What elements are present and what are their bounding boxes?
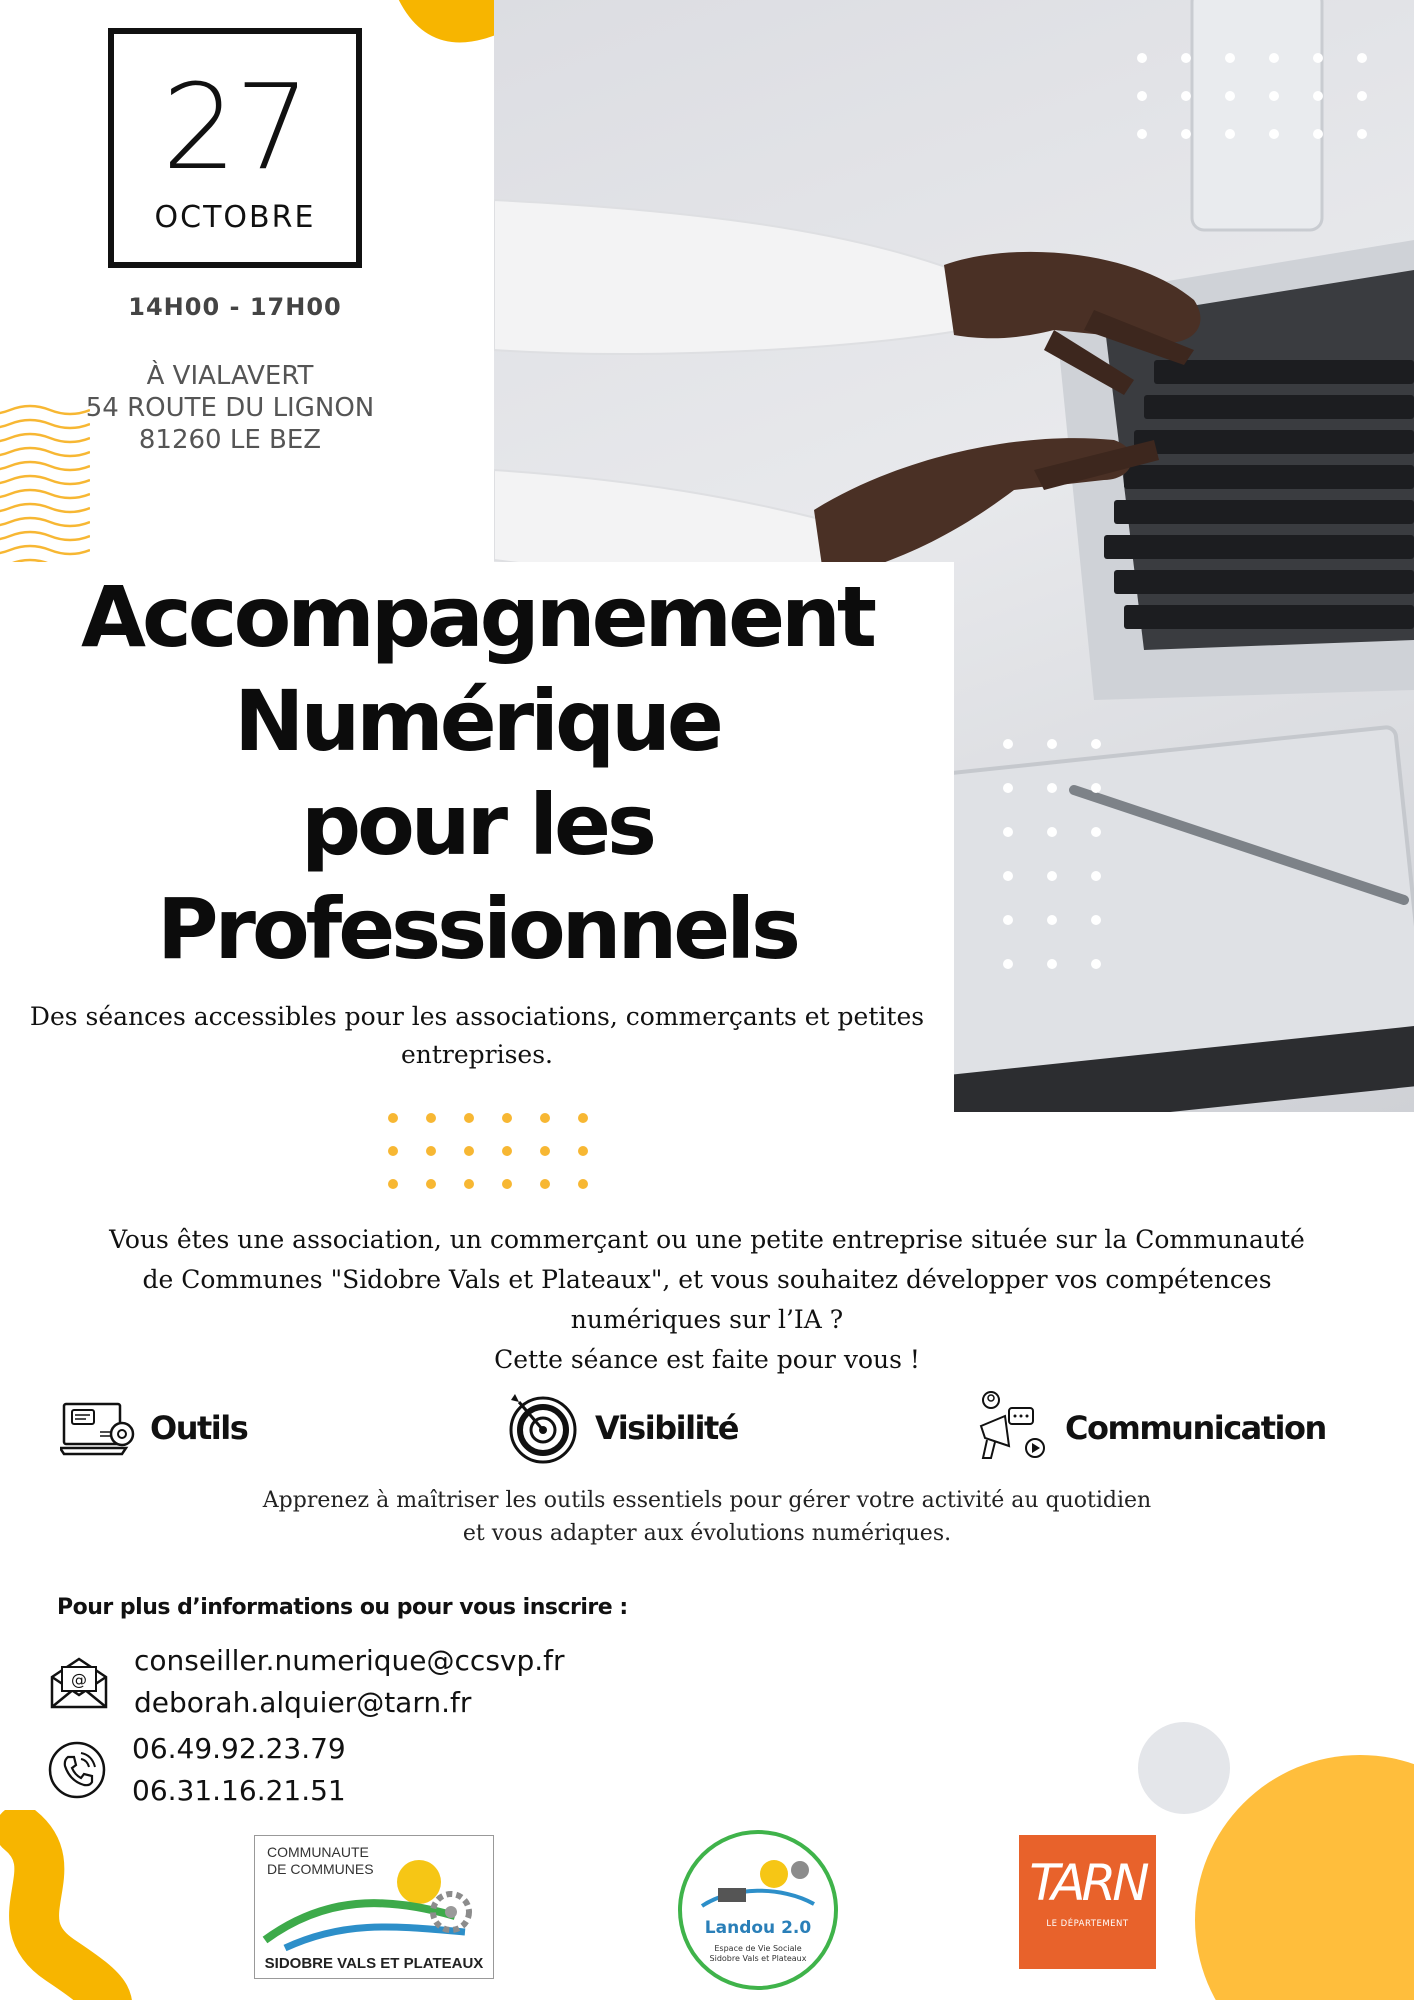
decorative-dot-grid-orange	[388, 1113, 588, 1189]
logo-text: LE DÉPARTEMENT	[1046, 1919, 1129, 1929]
title-line: Accompagnement	[81, 568, 873, 666]
logo-text: Espace de Vie Sociale	[714, 1944, 802, 1953]
envelope-icon	[48, 1651, 110, 1713]
feature-label: Visibilité	[595, 1409, 738, 1447]
subtitle: Des séances accessibles pour les associations, commerçants et petites entreprises.	[29, 1002, 925, 1069]
address-line: 81260 LE BEZ	[138, 425, 322, 455]
laptop-icon	[60, 1390, 136, 1466]
intro-line: Vous êtes une association, un commerçant ou une petite entreprise située sur la Communauté	[109, 1225, 1305, 1254]
orange-circle-decoration	[1195, 1755, 1414, 2000]
feature-communication	[975, 1388, 1326, 1468]
communication-icon	[975, 1390, 1051, 1466]
feature-label: Communication	[1065, 1409, 1326, 1447]
contact-heading: Pour plus d’informations ou pour vous inscrire :	[57, 1595, 628, 1620]
address-line: 54 ROUTE DU LIGNON	[85, 393, 375, 423]
phone-icon	[46, 1739, 108, 1801]
phone-number[interactable]: 06.49.92.23.79	[132, 1732, 346, 1765]
decorative-dot-grid	[1003, 739, 1101, 969]
feature-label: Outils	[150, 1409, 248, 1447]
logo-text: DE COMMUNES	[267, 1861, 374, 1877]
intro-text	[30, 1220, 1384, 1380]
intro-line: de Communes "Sidobre Vals et Plateaux", et vous souhaitez développer vos compétences	[142, 1265, 1272, 1294]
logo-text: Landou 2.0	[704, 1918, 812, 1938]
grey-circle-decoration	[1138, 1722, 1230, 1814]
svg-text:@: @	[71, 1670, 87, 1689]
yellow-squiggle-decoration-bottom	[0, 1810, 190, 2000]
title-line: pour les	[300, 776, 654, 874]
title-line: Numérique	[234, 672, 720, 770]
intro-line: Cette séance est faite pour vous !	[494, 1345, 920, 1374]
logo-text: Sidobre Vals et Plateaux	[709, 1954, 807, 1963]
intro-line: numériques sur l’IA ?	[570, 1305, 844, 1334]
logo-text: COMMUNAUTE	[267, 1844, 369, 1860]
email-address[interactable]: deborah.alquier@tarn.fr	[134, 1686, 472, 1719]
event-address	[40, 360, 420, 456]
phone-contacts	[46, 1728, 346, 1812]
description-line: Apprenez à maîtriser les outils essentiels pour gérer votre activité au quotidien	[262, 1488, 1152, 1513]
description-line: et vous adapter aux évolutions numériques.	[462, 1521, 952, 1546]
feature-outils	[60, 1388, 247, 1468]
date-box	[108, 28, 362, 268]
title-line: Professionnels	[156, 880, 798, 978]
event-day: 27	[161, 58, 309, 196]
address-line: À VIALAVERT	[146, 361, 314, 391]
target-icon	[505, 1390, 581, 1466]
features-description	[80, 1484, 1334, 1550]
decorative-dot-grid	[1137, 53, 1367, 139]
logo-text: SIDOBRE VALS ET PLATEAUX	[264, 1955, 484, 1972]
communaute-communes-logo	[254, 1835, 494, 1979]
event-month: OCTOBRE	[154, 200, 316, 235]
logo-text: TARN	[1029, 1854, 1146, 1912]
feature-visibilite	[505, 1388, 738, 1468]
tarn-department-logo	[1019, 1835, 1156, 1969]
page-title	[0, 565, 954, 981]
phone-number[interactable]: 06.31.16.21.51	[132, 1774, 346, 1807]
landou-logo	[678, 1830, 838, 1990]
email-address[interactable]: conseiller.numerique@ccsvp.fr	[134, 1644, 565, 1677]
email-contacts	[48, 1640, 565, 1724]
event-time: 14H00 - 17H00	[128, 293, 342, 321]
